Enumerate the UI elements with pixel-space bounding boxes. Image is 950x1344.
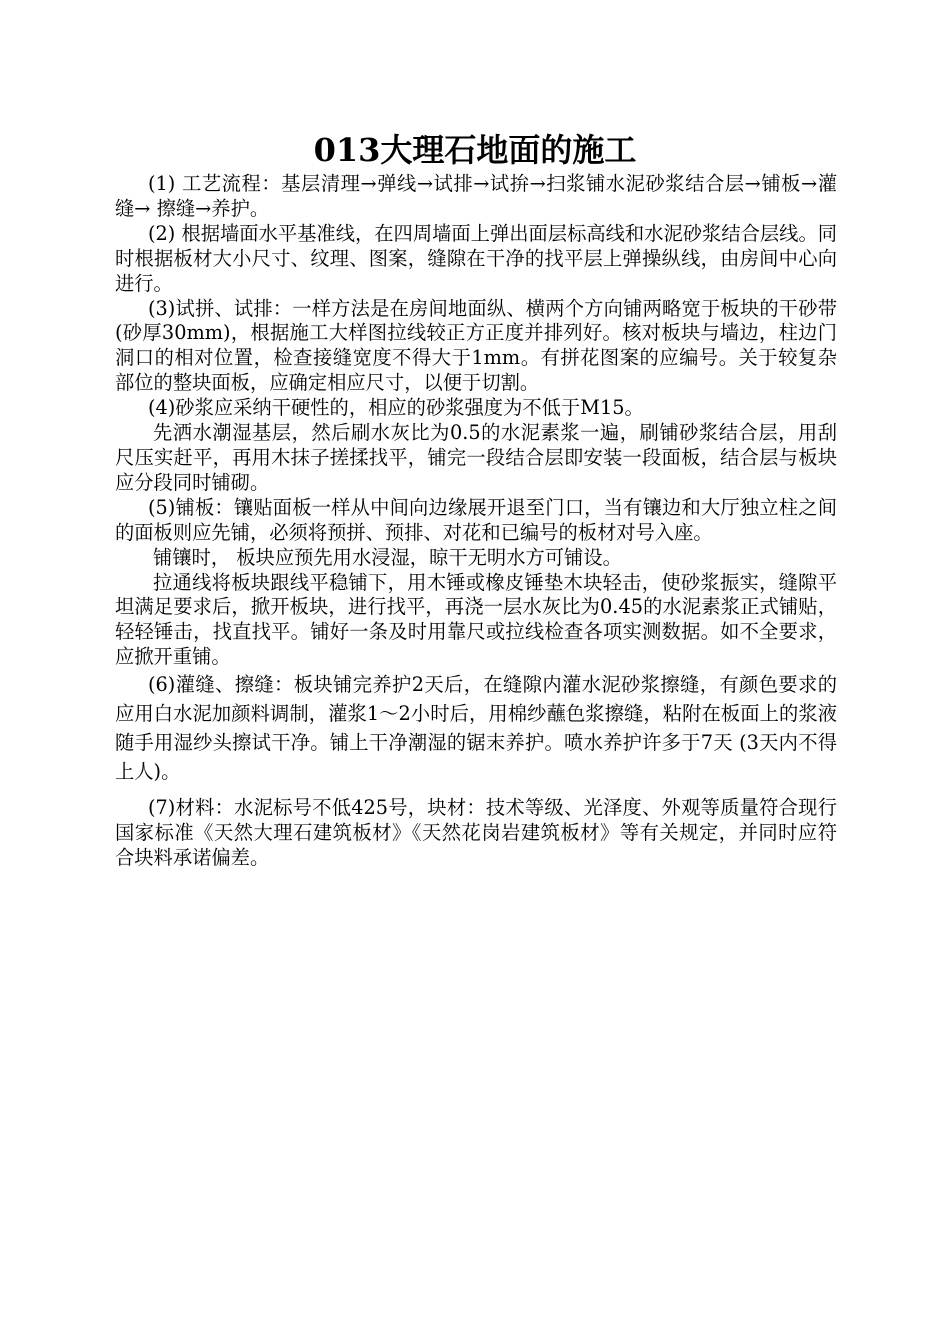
paragraph-mortar-strength: (4)砂浆应采纳干硬性的，相应的砂浆强度为不低于M15。 — [148, 396, 644, 420]
paragraph-base-wetting: 先洒水潮湿基层，然后刷水灰比为0.5的水泥素浆一遍，刷铺砂浆结合层，用刮尺压实赶平，再用木抹子搓揉找平，铺完一段结合层即安装一段面板，结合层与板块应分段同时铺砌。 — [115, 421, 837, 494]
document-body — [115, 172, 837, 871]
paragraph-leveling: 拉通线将板块跟线平稳铺下，用木锤或橡皮锤垫木块轻击，使砂浆振实，缝隙平坦满足要求后，掀开板块，进行找平，再浇一层水灰比为0.45的水泥素浆正式铺贴，轻轻锤击，找直找平。铺好一条及时用靠尺或拉线检查各项实测数据。如不全要求，应掀开重铺。 — [115, 570, 837, 669]
paragraph-reference-lines: (2) 根据墙面水平基准线，在四周墙面上弹出面层标高线和水泥砂浆结合层线。同时根据板材大小尺寸、纹理、图案，缝隙在干净的找平层上弹操纵线，由房间中心向进行。 — [115, 221, 837, 295]
document-title: 013大理石地面的施工 — [313, 131, 637, 169]
paragraph-grouting: (6)灌缝、擦缝：板块铺完养护2天后，在缝隙内灌水泥砂浆擦缝，有颜色要求的应用白水泥加颜料调制，灌浆1～2小时后，用棉纱蘸色浆擦缝，粘附在板面上的浆液随手用湿纱头擦试干净。铺上干净潮湿的锯末养护。喷水养护许多于7天 (3天内不得上人)。 — [115, 673, 837, 784]
paragraph-materials: (7)材料：水泥标号不低425号，块材：技术等级、光泽度、外观等质量符合现行国家标准《天然大理石建筑板材》《天然花岗岩建筑板材》等有关规定，并同时应符合块料承诺偏差。 — [115, 796, 837, 869]
paragraph-process-flow: (1) 工艺流程：基层清理→弹线→试排→试拚→扫浆铺水泥砂浆结合层→铺板→灌缝→ 擦缝→养护。 — [115, 172, 837, 220]
paragraph-soaking: 铺镶时， 板块应预先用水浸湿，晾干无明水方可铺设。 — [153, 545, 622, 569]
paragraph-laying-panels: (5)铺板：镶贴面板一样从中间向边缘展开退至门口，当有镶边和大厅独立柱之间的面板则应先铺，必须将预拼、预排、对花和已编号的板材对号入座。 — [115, 495, 837, 544]
paragraph-trial-layout: (3)试拼、试排：一样方法是在房间地面纵、横两个方向铺两略宽于板块的干砂带(砂厚30mm)，根据施工大样图拉线较正方正度并排列好。核对板块与墙边，柱边门洞口的相对位置，检查接缝宽度不得大于1mm。有拼花图案的应编号。关于较复杂部位的整块面板，应确定相应尺寸，以便于切割。 — [115, 296, 837, 395]
